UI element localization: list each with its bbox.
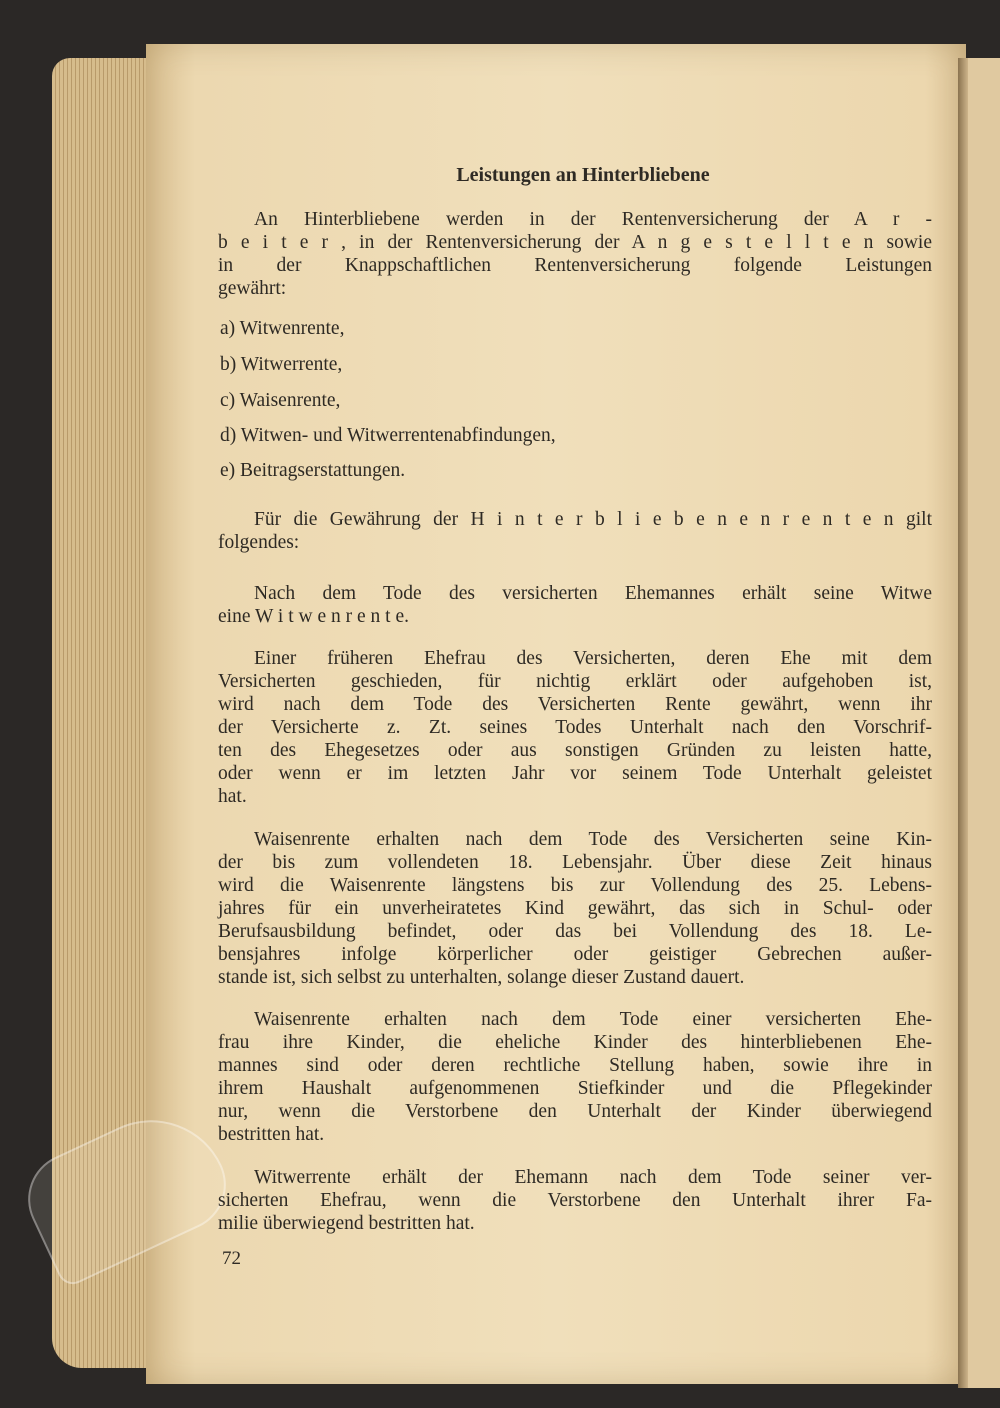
- text-line: folgendes:: [218, 532, 300, 553]
- text-line: milie überwiegend bestritten hat.: [218, 1213, 475, 1234]
- page-number: 72: [222, 1248, 241, 1269]
- widow-pension-paragraph: [218, 582, 932, 628]
- text-line: gewährt:: [218, 278, 287, 299]
- text-line: stande ist, sich selbst zu unterhalten, solange dieser Zustand dauert.: [218, 967, 745, 988]
- text-line: wird nach dem Tode des Versicherten Rente gewährt, wenn ihr: [218, 694, 932, 715]
- text-line: Einer früheren Ehefrau des Versicherten, deren Ehe mit dem: [254, 648, 932, 669]
- text-line: in der Knappschaftlichen Rentenversicherung folgende Leistungen: [218, 255, 932, 276]
- list-item: a) Witwenrente,: [220, 318, 345, 339]
- text-line: Für die Gewährung der H i n t e r b l i e b e n e n r e n t e n gilt: [254, 509, 932, 530]
- list-item: e) Beitragserstattungen.: [220, 460, 406, 481]
- text-line: Versicherten geschieden, für nichtig erklärt oder aufgehoben ist,: [218, 671, 932, 692]
- text-line: wird die Waisenrente längstens bis zur Vollendung des 25. Lebens-: [218, 875, 932, 896]
- orphan-pension-paragraph: [218, 828, 932, 989]
- text-line: bensjahres infolge körperlicher oder geistiger Gebrechen außer-: [218, 944, 932, 965]
- text-line: Witwerrente erhält der Ehemann nach dem Tode seiner ver-: [254, 1167, 932, 1188]
- text-line: der Versicherte z. Zt. seines Todes Unterhalt nach den Vorschrif-: [218, 717, 932, 738]
- page-heading: Leistungen an Hinterbliebene: [456, 164, 710, 186]
- text-line: Waisenrente erhalten nach dem Tode einer versicherten Ehe-: [254, 1009, 932, 1030]
- text-line: jahres für ein unverheiratetes Kind gewährt, das sich in Schul- oder: [218, 898, 932, 919]
- text-line: oder wenn er im letzten Jahr vor seinem Tode Unterhalt geleistet: [218, 763, 932, 784]
- text-line: frau ihre Kinder, die eheliche Kinder des hinterbliebenen Ehe-: [218, 1032, 932, 1053]
- text-line: Nach dem Tode des versicherten Ehemannes erhält seine Witwe: [254, 583, 932, 604]
- text-line: ihrem Haushalt aufgenommenen Stiefkinder und die Pflegekinder: [218, 1078, 932, 1099]
- book-gutter: [958, 58, 968, 1388]
- text-line: An Hinterbliebene werden in der Rentenversicherung der A r -: [254, 209, 932, 230]
- text-line: nur, wenn die Verstorbene den Unterhalt der Kinder überwiegend: [218, 1101, 932, 1122]
- widower-pension-paragraph: [218, 1166, 932, 1235]
- text-line: ten des Ehegesetzes oder aus sonstigen Gründen zu leisten hatte,: [218, 740, 932, 761]
- text-line: Waisenrente erhalten nach dem Tode des Versicherten seine Kin-: [254, 829, 932, 850]
- text-line: hat.: [218, 786, 247, 807]
- orphan-pension-wife-paragraph: [218, 1008, 932, 1146]
- list-item: d) Witwen- und Witwerrentenabfindungen,: [220, 425, 556, 446]
- list-item: b) Witwerrente,: [220, 354, 343, 375]
- text-line: b e i t e r , in der Rentenversicherung der A n g e s t e l l t e n sowie: [218, 232, 932, 253]
- text-line: eine W i t w e n r e n t e.: [218, 606, 409, 627]
- text-line: bestritten hat.: [218, 1124, 325, 1145]
- text-line: der bis zum vollendeten 18. Lebensjahr. Über diese Zeit hinaus: [218, 852, 932, 873]
- list-item: c) Waisenrente,: [220, 390, 341, 411]
- conditions-paragraph: [218, 508, 932, 554]
- text-line: sicherten Ehefrau, wenn die Verstorbene den Unterhalt ihrer Fa-: [218, 1190, 932, 1211]
- text-line: mannes sind oder deren rechtliche Stellung haben, sowie ihre in: [218, 1055, 932, 1076]
- intro-paragraph: [218, 208, 932, 300]
- former-wife-paragraph: [218, 647, 932, 808]
- text-line: Berufsausbildung befindet, oder das bei Vollendung des 18. Le-: [218, 921, 932, 942]
